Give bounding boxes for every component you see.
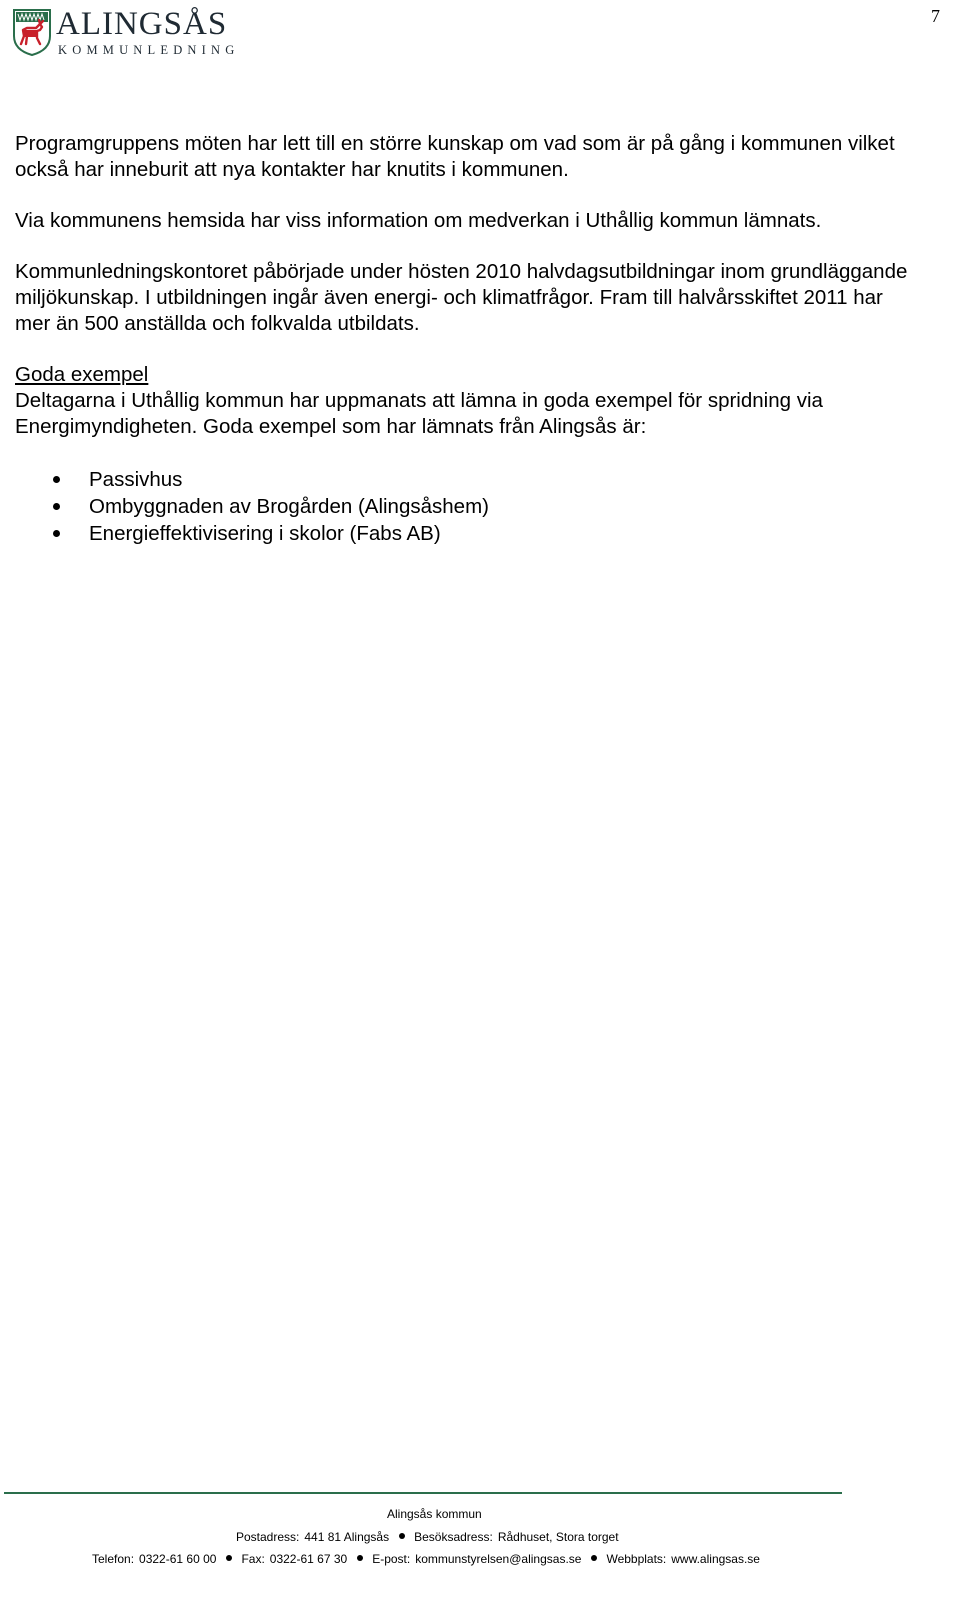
logo-name: ALINGSÅS [56,6,228,42]
web-label: Webbplats: [606,1552,667,1566]
paragraph: Programgruppens möten har lett till en större kunskap om vad som är på gång i kommunen vilket också har inneburit att nya kontakter har knutits i kommunen. [15,132,895,181]
footer-org: Alingsås kommun [387,1507,482,1521]
post-value: 441 81 Alingsås [304,1530,390,1544]
paragraph: Via kommunens hemsida har viss information om medverkan i Uthållig kommun lämnats. [15,209,822,232]
web-link[interactable]: www.alingsas.se [671,1552,760,1566]
document-body [15,131,915,547]
visit-value: Rådhuset, Stora torget [497,1530,619,1544]
list-item: Passivhus [15,466,915,493]
section-heading: Goda exempel [15,363,149,386]
paragraph: Kommunledningskontoret påbörjade under hösten 2010 halvdagsutbildningar inom grundläggande miljökunskap. I utbildningen ingår även energi- och klimatfrågor. Fram till halvårsskiftet 2011 har mer än 500 anställda och folkvalda utbildats. [15,260,908,335]
alingsas-logo [12,4,252,60]
list-item: Ombyggnaden av Brogården (Alingsåshem) [15,493,915,520]
visit-label: Besöksadress: [414,1530,493,1544]
separator-dot-icon [399,1533,405,1539]
fax-value: 0322-61 67 30 [269,1552,348,1566]
fax-label: Fax: [241,1552,265,1566]
section-goda-exempel [15,362,915,440]
separator-dot-icon [226,1555,232,1561]
deer-coat-of-arms-icon [12,8,52,56]
email-label: E-post: [372,1552,411,1566]
separator-dot-icon [591,1555,597,1561]
page-number: 7 [931,6,940,26]
section-text: Deltagarna i Uthållig kommun har uppmanats att lämna in goda exempel för spridning via Energimyndigheten. Goda exempel som har lämnats från Alingsås är: [15,389,823,438]
post-label: Postadress: [236,1530,300,1544]
logo-subtitle: KOMMUNLEDNING [58,43,240,57]
footer-contact-line [92,1552,765,1566]
phone-value: 0322-61 60 00 [139,1552,217,1566]
footer-address-line [236,1530,624,1544]
list-item: Energieffektivisering i skolor (Fabs AB) [15,520,915,547]
phone-label: Telefon: [92,1552,135,1566]
footer-divider [4,1492,842,1494]
separator-dot-icon [357,1555,363,1561]
examples-list [15,466,915,547]
email-link[interactable]: kommunstyrelsen@alingsas.se [415,1552,582,1566]
